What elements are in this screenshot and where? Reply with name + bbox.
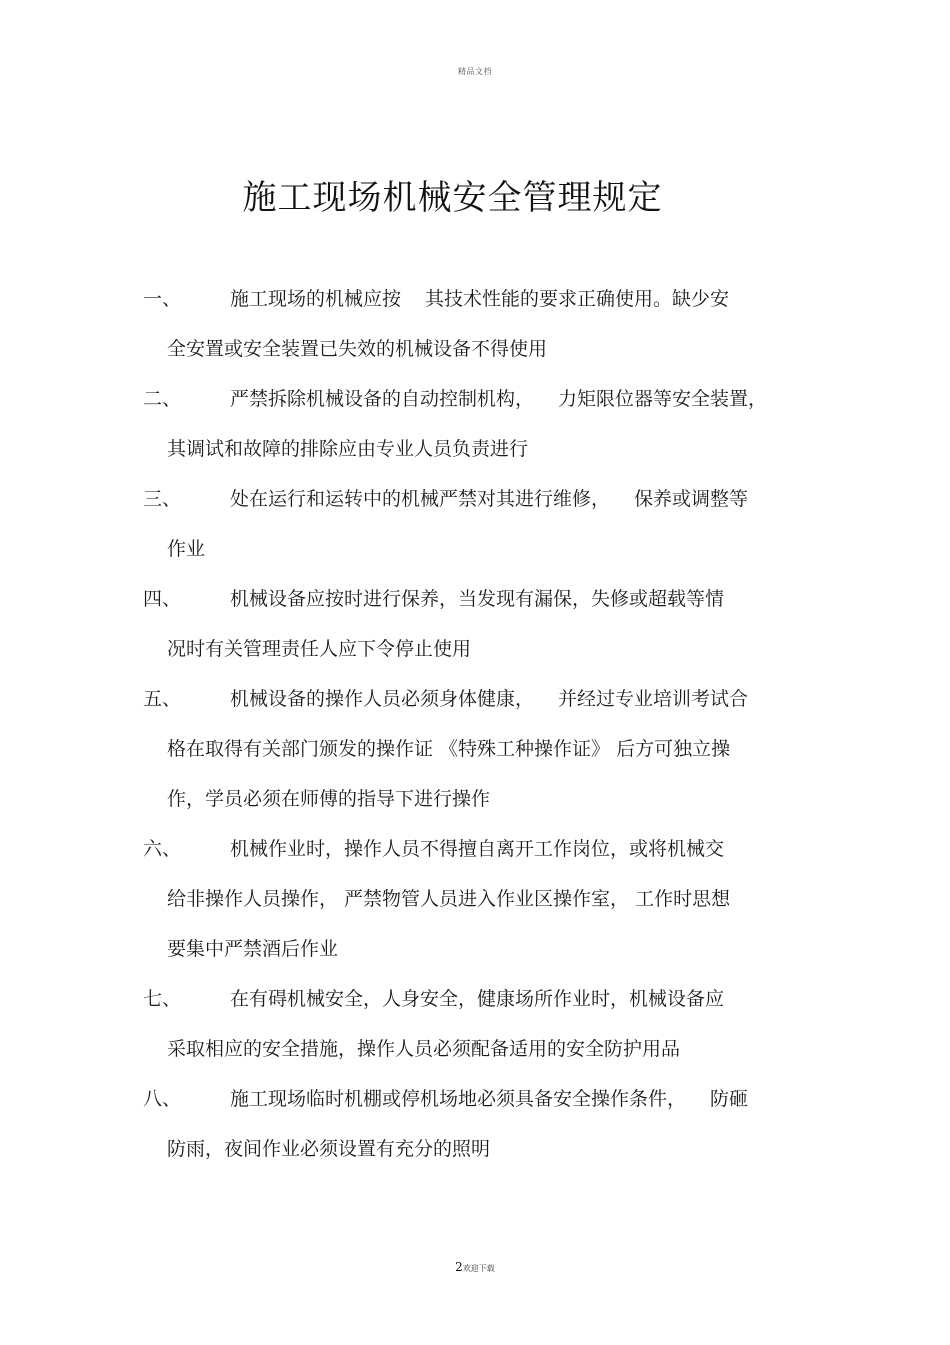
clause-continuation-line bbox=[143, 624, 823, 674]
clause-list bbox=[143, 274, 823, 1174]
page-number: 2 bbox=[455, 1260, 463, 1274]
clause-text: 其调试和故障的排除应由专业人员负责进行 bbox=[167, 438, 529, 460]
clause-continuation-line bbox=[143, 874, 823, 924]
header-note: 精品文档 bbox=[458, 67, 492, 76]
footer-note: 欢迎下载 bbox=[462, 1264, 495, 1273]
clause-text: 要集中严禁酒后作业 bbox=[167, 938, 339, 960]
clause-text: 机械作业时，操作人员不得擅自离开工作岗位，或将机械交 bbox=[230, 838, 725, 860]
clause-text: 保养或调整等 bbox=[634, 488, 749, 510]
clause-first-line bbox=[143, 474, 823, 524]
clause-text: 采取相应的安全措施，操作人员必须配备适用的安全防护用品 bbox=[167, 1038, 681, 1060]
clause-text: 全安置或安全装置已失效的机械设备不得使用 bbox=[167, 338, 548, 360]
clause-item bbox=[143, 574, 823, 674]
clause-text: 力矩限位器等安全装置， bbox=[558, 388, 768, 410]
clause-text: 防雨，夜间作业必须设置有充分的照明 bbox=[167, 1138, 491, 1160]
clause-text: 防砸 bbox=[710, 1088, 749, 1110]
clause-first-line bbox=[143, 674, 823, 724]
page-footer bbox=[0, 1260, 950, 1274]
clause-continuation-line bbox=[143, 424, 823, 474]
clause-text: 施工现场临时机棚或停机场地必须具备安全操作条件， bbox=[230, 1088, 687, 1110]
clause-first-line bbox=[143, 974, 823, 1024]
clause-item bbox=[143, 824, 823, 974]
clause-item bbox=[143, 974, 823, 1074]
clause-continuation-line bbox=[143, 724, 823, 774]
clause-first-line bbox=[143, 574, 823, 624]
clause-continuation-line bbox=[143, 924, 823, 974]
clause-number: 七、 bbox=[143, 988, 182, 1010]
clause-continuation-line bbox=[143, 524, 823, 574]
clause-first-line bbox=[143, 274, 823, 324]
clause-text: 施工现场的机械应按 bbox=[230, 288, 402, 310]
clause-continuation-line bbox=[143, 1124, 823, 1174]
clause-item bbox=[143, 674, 823, 824]
clause-text: 处在运行和运转中的机械严禁对其进行维修， bbox=[230, 488, 611, 510]
page-title: 施工现场机械安全管理规定 bbox=[242, 178, 663, 218]
clause-text: 机械设备应按时进行保养，当发现有漏保，失修或超载等情 bbox=[230, 588, 725, 610]
clause-number: 八、 bbox=[143, 1088, 182, 1110]
clause-number: 四、 bbox=[143, 588, 182, 610]
clause-text: 其技术性能的要求正确使用。缺少安 bbox=[425, 288, 730, 310]
clause-first-line bbox=[143, 824, 823, 874]
clause-item bbox=[143, 1074, 823, 1174]
clause-number: 二、 bbox=[143, 388, 182, 410]
clause-first-line bbox=[143, 374, 823, 424]
clause-continuation-line bbox=[143, 1024, 823, 1074]
clause-number: 五、 bbox=[143, 688, 182, 710]
clause-item bbox=[143, 274, 823, 374]
clause-number: 一、 bbox=[143, 288, 182, 310]
clause-continuation-line bbox=[143, 324, 823, 374]
clause-first-line bbox=[143, 1074, 823, 1124]
clause-item bbox=[143, 374, 823, 474]
clause-continuation-line bbox=[143, 774, 823, 824]
clause-text: 格在取得有关部门颁发的操作证 《特殊工种操作证》 后方可独立操 bbox=[167, 738, 731, 760]
clause-item bbox=[143, 474, 823, 574]
clause-text: 给非操作人员操作， 严禁物管人员进入作业区操作室， 工作时思想 bbox=[167, 888, 731, 910]
clause-text: 在有碍机械安全，人身安全，健康场所作业时，机械设备应 bbox=[230, 988, 725, 1010]
clause-text: 作业 bbox=[167, 538, 206, 560]
clause-text: 严禁拆除机械设备的自动控制机构， bbox=[230, 388, 535, 410]
clause-number: 六、 bbox=[143, 838, 182, 860]
clause-text: 作，学员必须在师傅的指导下进行操作 bbox=[167, 788, 491, 810]
clause-text: 况时有关管理责任人应下令停止使用 bbox=[167, 638, 472, 660]
clause-text: 并经过专业培训考试合 bbox=[558, 688, 749, 710]
clause-text: 机械设备的操作人员必须身体健康， bbox=[230, 688, 535, 710]
clause-number: 三、 bbox=[143, 488, 182, 510]
